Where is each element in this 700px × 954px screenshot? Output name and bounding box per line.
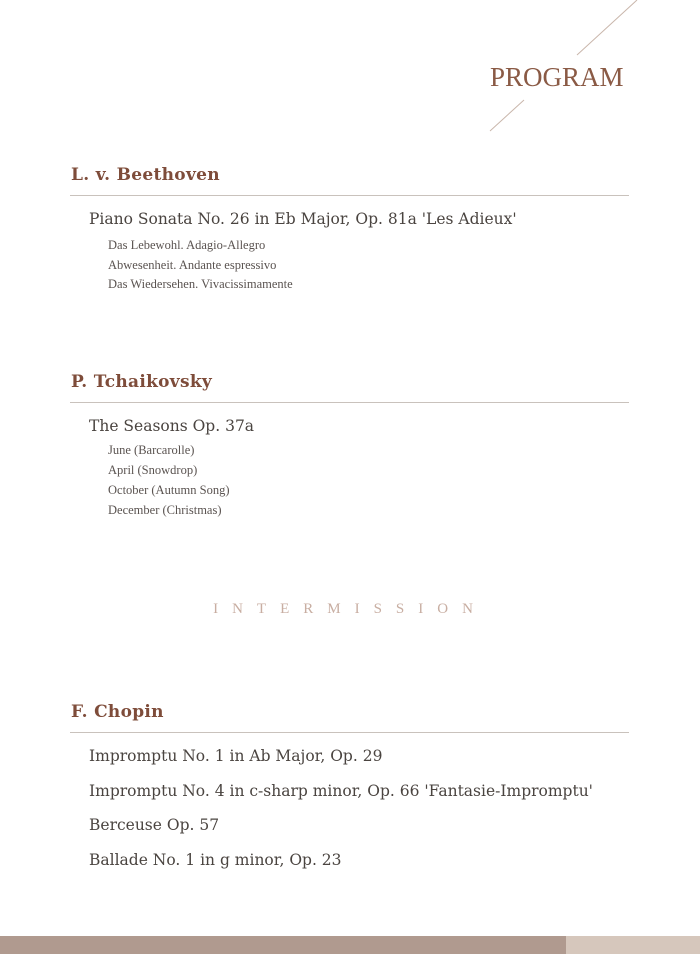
work-title: Ballade No. 1 in g minor, Op. 23 xyxy=(89,850,342,869)
movement-item: December (Christmas) xyxy=(108,503,222,517)
composer-name: P. Tchaikovsky xyxy=(71,372,213,392)
movement-item: Das Lebewohl. Adagio-Allegro xyxy=(108,238,266,252)
decorative-line-top xyxy=(577,0,637,55)
movement-item: June (Barcarolle) xyxy=(108,443,195,457)
work-title: Impromptu No. 4 in c-sharp minor, Op. 66 'Fantasie-Impromptu' xyxy=(89,781,593,800)
work-title: Berceuse Op. 57 xyxy=(89,816,220,834)
section-divider xyxy=(70,195,629,196)
movement-list xyxy=(70,236,629,295)
movement-item: October (Autumn Song) xyxy=(108,483,230,497)
movement-item: Abwesenheit. Andante espressivo xyxy=(108,257,277,272)
section-beethoven xyxy=(70,165,629,295)
section-chopin xyxy=(70,702,629,884)
work-title: Piano Sonata No. 26 in Eb Major, Op. 81a 'Les Adieux' xyxy=(89,210,517,228)
section-divider xyxy=(70,402,629,403)
section-divider xyxy=(70,732,629,733)
work-title: The Seasons Op. 37a xyxy=(89,417,255,435)
work-title: Impromptu No. 1 in Ab Major, Op. 29 xyxy=(89,747,383,765)
section-tchaikovsky xyxy=(70,372,629,520)
movement-item: April (Snowdrop) xyxy=(108,463,198,477)
composer-name: F. Chopin xyxy=(71,702,164,722)
decorative-line-bottom xyxy=(490,100,524,131)
movement-item: Das Wiedersehen. Vivacissimamente xyxy=(108,277,293,291)
footer-bar xyxy=(0,936,566,954)
composer-name: L. v. Beethoven xyxy=(71,165,220,185)
movement-list xyxy=(70,440,629,520)
work-list xyxy=(70,746,629,884)
intermission-label: INTERMISSION xyxy=(213,601,487,617)
footer-bar-accent xyxy=(566,936,700,954)
page-title: PROGRAM xyxy=(490,62,624,92)
